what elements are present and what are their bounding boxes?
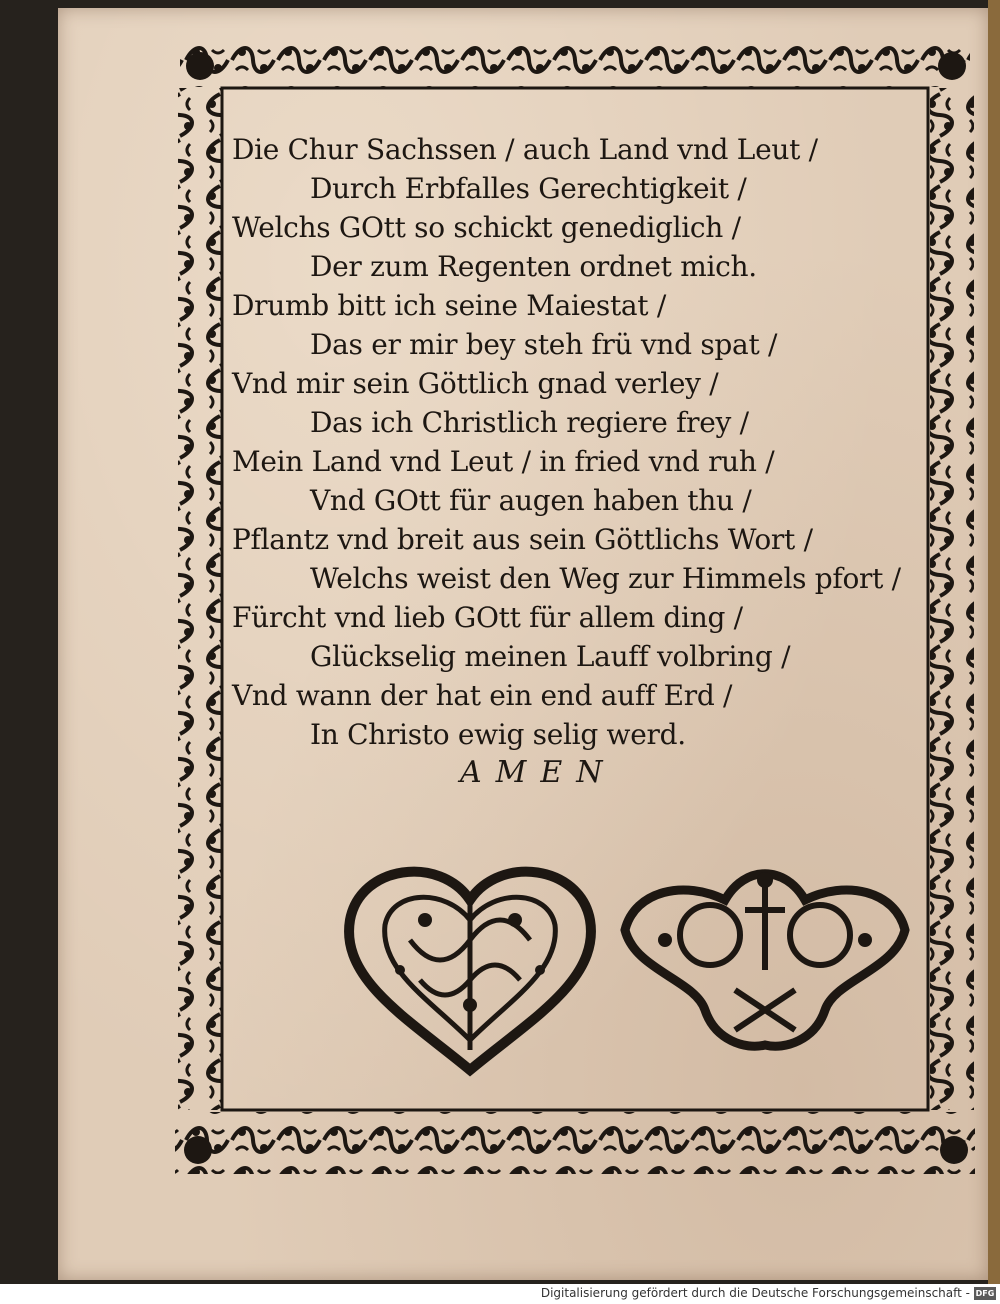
verse-line: Drumb bitt ich seine Maiestat / — [232, 289, 666, 322]
monogram-cartouche — [625, 872, 905, 1046]
verse-line: Fürcht vnd lieb GOtt für allem ding / — [232, 601, 743, 634]
verse-line: Welchs weist den Weg zur Himmels pfort / — [310, 562, 901, 595]
border-right — [930, 88, 974, 1110]
heart-fleuron — [349, 872, 591, 1070]
corner-knot — [186, 52, 214, 80]
verse-line: Die Chur Sachssen / auch Land vnd Leut / — [232, 133, 818, 166]
verse-line: In Christo ewig selig werd. — [310, 718, 686, 751]
verse-line: Mein Land vnd Leut / in fried vnd ruh / — [232, 445, 775, 478]
corner-knot — [938, 52, 966, 80]
verse-line: Durch Erbfalles Gerechtigkeit / — [310, 172, 747, 205]
verse-line: Welchs GOtt so schickt genediglich / — [232, 211, 741, 244]
footer-bar — [0, 1284, 1000, 1304]
verse-line: Vnd GOtt für augen haben thu / — [310, 484, 752, 517]
verse-block — [232, 130, 922, 754]
verse-line: Vnd wann der hat ein end auff Erd / — [232, 679, 733, 712]
verse-line: Vnd mir sein Göttlich gnad verley / — [232, 367, 719, 400]
verse-line: Das er mir bey steh frü vnd spat / — [310, 328, 778, 361]
corner-knot — [940, 1136, 968, 1164]
border-top — [180, 45, 970, 87]
verse-line: Der zum Regenten ordnet mich. — [310, 250, 757, 283]
verse-line: Glückselig meinen Lauff volbring / — [310, 640, 791, 673]
border-bottom — [175, 1112, 975, 1174]
dfg-logo: DFG — [975, 1289, 995, 1298]
amen-line: AMEN — [460, 755, 617, 790]
border-left — [178, 88, 222, 1110]
corner-knot — [184, 1136, 212, 1164]
verse-line: Das ich Christlich regiere frey / — [310, 406, 749, 439]
verse-line: Pflantz vnd breit aus sein Göttlichs Wort / — [232, 523, 813, 556]
footer-credit: Digitalisierung gefördert durch die Deutsche Forschungsgemeinschaft - — [540, 1286, 970, 1300]
